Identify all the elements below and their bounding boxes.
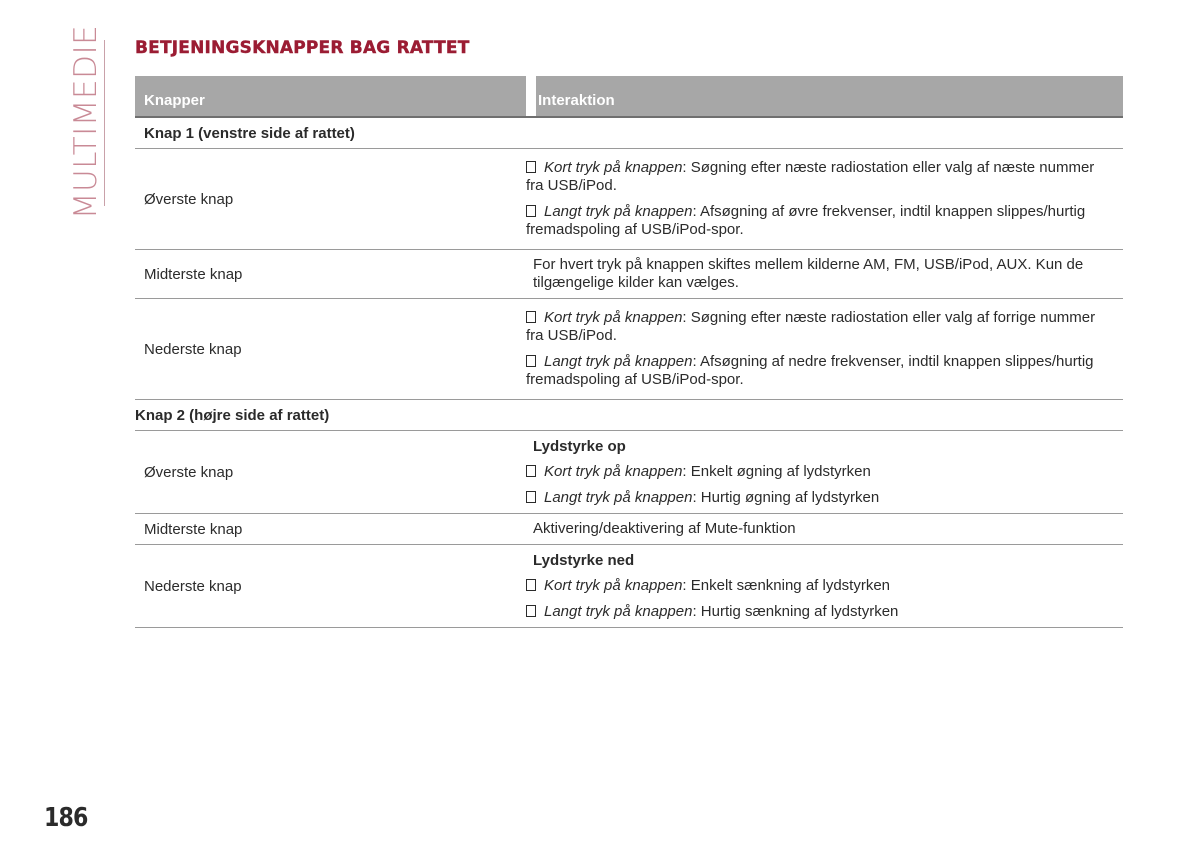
row-label: Midterste knap (144, 520, 243, 538)
row-label: Midterste knap (144, 265, 243, 283)
row-interaction: Aktivering/deaktivering af Mute-funktion (533, 520, 796, 537)
bullet-long-press: Langt tryk på knappen: Afsøgning af øvre frekvenser, indtil knappen slippes/hurtig fremadspoling af USB/iPod-spor. (526, 203, 1086, 238)
section-title: BETJENINGSKNAPPER BAG RATTET (135, 38, 470, 58)
table-row (135, 431, 1123, 514)
row-heading: Lydstyrke ned (533, 551, 635, 569)
row-interaction (526, 299, 1123, 399)
checkbox-square-icon (526, 579, 536, 591)
controls-table (135, 76, 1123, 628)
checkbox-square-icon (526, 355, 536, 367)
header-buttons: Knapper (135, 76, 526, 116)
checkbox-square-icon (526, 605, 536, 617)
bullet-long-press: Langt tryk på knappen: Hurtig sænkning af lydstyrken (526, 603, 1115, 621)
bullet-short-press: Kort tryk på knappen: Søgning efter næste radiostation eller valg af forrige nummer fra USB/iPod. (526, 309, 1096, 344)
group-title-button-1: Knap 1 (venstre side af rattet) (135, 118, 1123, 149)
row-interaction (526, 149, 1123, 249)
bullet-long-press: Langt tryk på knappen: Hurtig øgning af lydstyrken (526, 489, 1115, 507)
checkbox-square-icon (526, 491, 536, 503)
row-label: Øverste knap (144, 190, 234, 208)
row-label: Øverste knap (144, 463, 234, 481)
table-row (135, 149, 1123, 250)
checkbox-square-icon (526, 465, 536, 477)
checkbox-square-icon (526, 161, 536, 173)
table-row (135, 250, 1123, 299)
table-row (135, 545, 1123, 628)
table-row (135, 299, 1123, 400)
bullet-short-press: Kort tryk på knappen: Søgning efter næste radiostation eller valg af næste nummer fra USB/iPod. (526, 159, 1095, 194)
table-row (135, 514, 1123, 545)
header-interaction: Interaktion (526, 76, 1123, 116)
page-number: 186 (44, 803, 88, 833)
row-interaction (526, 431, 1123, 513)
row-label: Nederste knap (144, 577, 242, 595)
checkbox-square-icon (526, 311, 536, 323)
row-label: Nederste knap (144, 340, 242, 358)
side-label: MULTIMEDIE (68, 24, 104, 220)
bullet-short-press: Kort tryk på knappen: Enkelt øgning af lydstyrken (526, 463, 1115, 481)
row-heading: Lydstyrke op (533, 437, 626, 455)
group-title-button-2: Knap 2 (højre side af rattet) (135, 400, 1123, 431)
row-interaction (526, 545, 1123, 627)
table-header (135, 76, 1123, 118)
bullet-long-press: Langt tryk på knappen: Afsøgning af nedre frekvenser, indtil knappen slippes/hurtig fremadspoling af USB/iPod-spor. (526, 353, 1094, 388)
checkbox-square-icon (526, 205, 536, 217)
row-interaction: For hvert tryk på knappen skiftes mellem kilderne AM, FM, USB/iPod, AUX. Kun de tilgængelige kilder kan vælges. (533, 256, 1084, 291)
bullet-short-press: Kort tryk på knappen: Enkelt sænkning af lydstyrken (526, 577, 1115, 595)
